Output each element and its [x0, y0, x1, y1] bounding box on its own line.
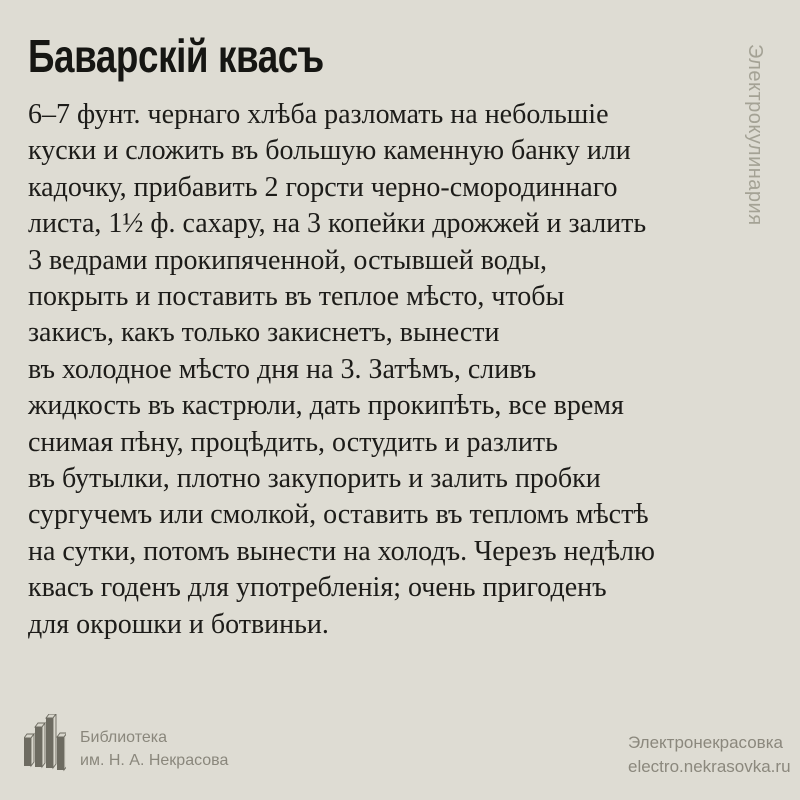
recipe-line: жидкость въ кастрюли, дать прокипѣть, все время: [28, 390, 624, 422]
recipe-line: куски и сложить въ большую каменную банку или: [28, 135, 631, 167]
brand-block: [628, 731, 791, 779]
recipe-line: кадочку, прибавить 2 горсти черно-смородиннаго: [28, 171, 618, 203]
library-name-line2: им. Н. А. Некрасова: [80, 752, 229, 769]
recipe-line: на сутки, потомъ вынести на холодъ. Черезъ недѣлю: [28, 535, 655, 567]
side-label-vertical: Электрокулинария: [744, 44, 766, 226]
books-logo-icon: [24, 714, 66, 774]
page-title: Баварскій квасъ: [28, 30, 324, 82]
recipe-line: листа, 1½ ф. сахару, на 3 копейки дрожжей и залить: [28, 208, 647, 240]
recipe-text: [28, 97, 655, 643]
recipe-line: покрыть и поставить въ теплое мѣсто, чтобы: [28, 281, 565, 313]
recipe-line: въ холодное мѣсто дня на 3. Затѣмъ, сливъ: [28, 353, 537, 385]
recipe-line: закисъ, какъ только закиснетъ, вынести: [28, 317, 500, 349]
recipe-line: въ бутылки, плотно закупорить и залить пробки: [28, 463, 601, 495]
recipe-line: 3 ведрами прокипяченной, остывшей воды,: [28, 244, 548, 276]
library-name-line1: Библиотека: [80, 729, 167, 746]
library-name: [80, 726, 228, 774]
recipe-line: снимая пѣну, процѣдить, остудить и разлить: [28, 426, 558, 458]
library-brand-block: [24, 714, 228, 774]
brand-url: electro.nekrasovka.ru: [628, 757, 791, 776]
recipe-line: сургучемъ или смолкой, оставить въ тепломъ мѣстѣ: [28, 499, 649, 531]
recipe-line: 6–7 фунт. чернаго хлѣба разломать на небольшіе: [28, 99, 609, 130]
recipe-line: квасъ годенъ для употребленія; очень пригоденъ: [28, 572, 607, 604]
brand-name: Электронекрасовка: [628, 733, 783, 752]
recipe-line: для окрошки и ботвиньи.: [28, 608, 329, 640]
